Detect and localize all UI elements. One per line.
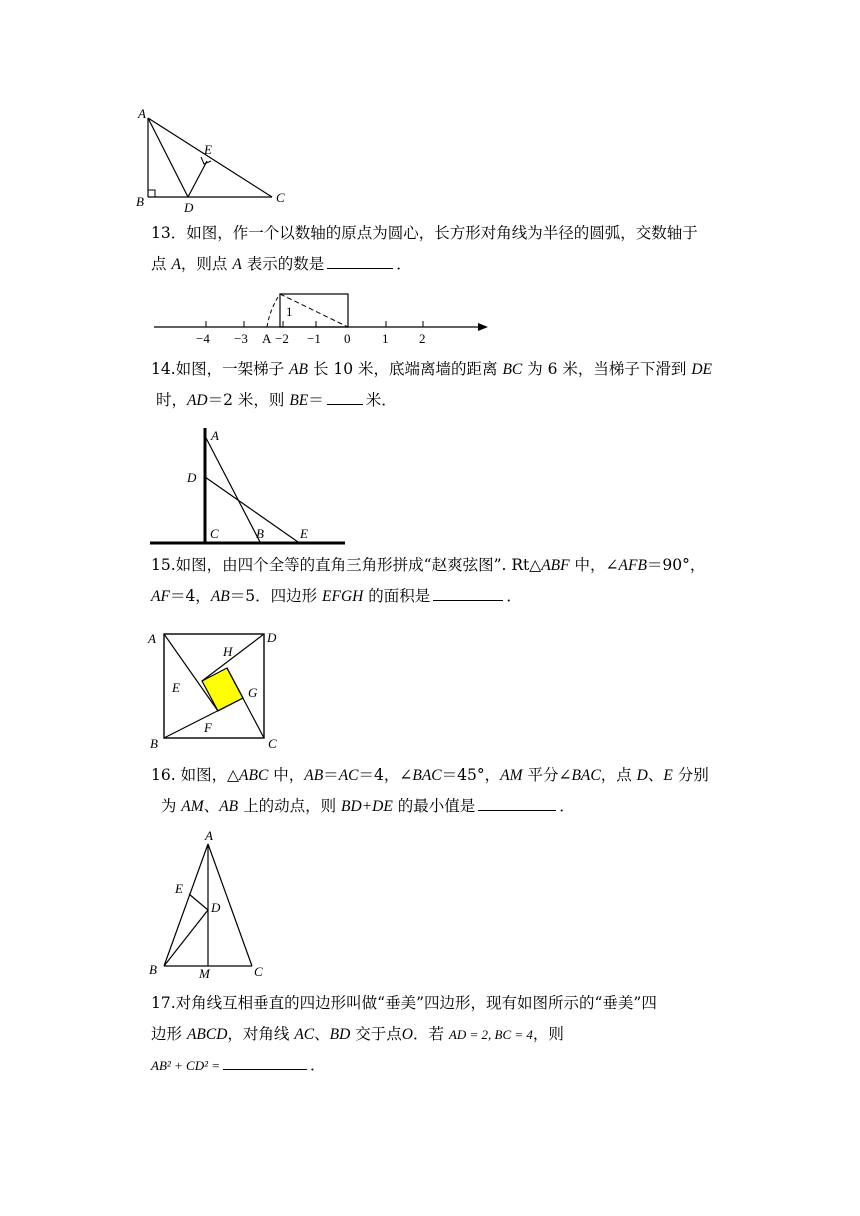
tick-label: −3 (234, 331, 248, 346)
label-c: C (268, 736, 277, 751)
label-b: B (256, 526, 264, 541)
figure-14-ladder (150, 424, 350, 548)
tick-label: −4 (196, 331, 210, 346)
label-e: E (204, 142, 212, 157)
label-d: D (211, 900, 221, 915)
rect-side-label: 1 (286, 304, 293, 319)
label-m: M (199, 966, 210, 980)
question-number: 15. (151, 556, 176, 574)
label-a: A (205, 830, 213, 843)
question-number: 13． (151, 224, 187, 242)
label-a: A (148, 631, 156, 646)
condition-formula: AD = 2, BC = 4 (448, 1027, 533, 1042)
label-b: B (150, 736, 158, 751)
label-f: F (204, 720, 212, 735)
tick-label: 1 (382, 331, 389, 346)
label-e: E (175, 881, 183, 896)
tick-label: 0 (344, 331, 351, 346)
question-14: 14.如图，一架梯子 AB 长 10 米，底端离墙的距离 BC 为 6 米，当梯子下滑到 DE 时，AD＝2 米，则 BE＝ 米． (151, 360, 713, 409)
answer-blank[interactable] (327, 403, 363, 405)
label-e: E (172, 680, 180, 695)
question-16: 16. 如图，△ABC 中，AB＝AC＝4，∠BAC＝45°，AM 平分∠BAC，点 D、E 分别 为 AM、AB 上的动点，则 BD+DE 的最小值是 ． (151, 766, 709, 815)
label-e: E (300, 526, 308, 541)
label-a: A (138, 106, 146, 121)
label-d: D (187, 470, 197, 485)
answer-formula: AB² + CD² = (151, 1058, 221, 1073)
tick-label: −1 (307, 331, 321, 346)
label-b: B (149, 962, 157, 977)
question-number: 14. (151, 360, 176, 378)
figure-15-zhao-shuang-diagram (140, 624, 290, 752)
label-b: B (136, 194, 144, 209)
question-17: 17.对角线互相垂直的四边形叫做“垂美”四边形，现有如图所示的“垂美”四 边形 ABCD，对角线 AC、BD 交于点O．若 AD = 2, BC = 4，则 AB² + CD² = ． (151, 994, 657, 1074)
figure-16-isosceles-triangle (143, 830, 273, 980)
label-c: C (276, 190, 285, 205)
label-c: C (210, 526, 219, 541)
tick-label-a: A (262, 331, 272, 346)
figure-12-right-triangle (132, 104, 292, 216)
question-13: 13．如图，作一个以数轴的原点为圆心，长方形对角线为半径的圆弧，交数轴于 点 A，则点 A 表示的数是 ． (151, 224, 698, 273)
question-number: 17. (151, 994, 176, 1012)
tick-label: −2 (275, 331, 289, 346)
question-15: 15.如图，由四个全等的直角三角形拼成“赵爽弦图”. Rt△ABF 中，∠AFB＝90°， AF＝4，AB＝5．四边形 EFGH 的面积是 ． (151, 556, 706, 605)
answer-blank[interactable] (433, 599, 503, 601)
label-d: D (267, 630, 277, 645)
answer-blank[interactable] (223, 1068, 307, 1070)
label-c: C (254, 964, 263, 979)
label-h: H (223, 644, 233, 659)
label-g: G (248, 685, 258, 700)
figure-13-number-line (150, 288, 495, 348)
label-d: D (184, 200, 194, 215)
tick-label: 2 (419, 331, 426, 346)
answer-blank[interactable] (478, 809, 556, 811)
question-number: 16. (151, 766, 176, 784)
answer-blank[interactable] (327, 267, 393, 269)
label-a: A (211, 428, 219, 443)
